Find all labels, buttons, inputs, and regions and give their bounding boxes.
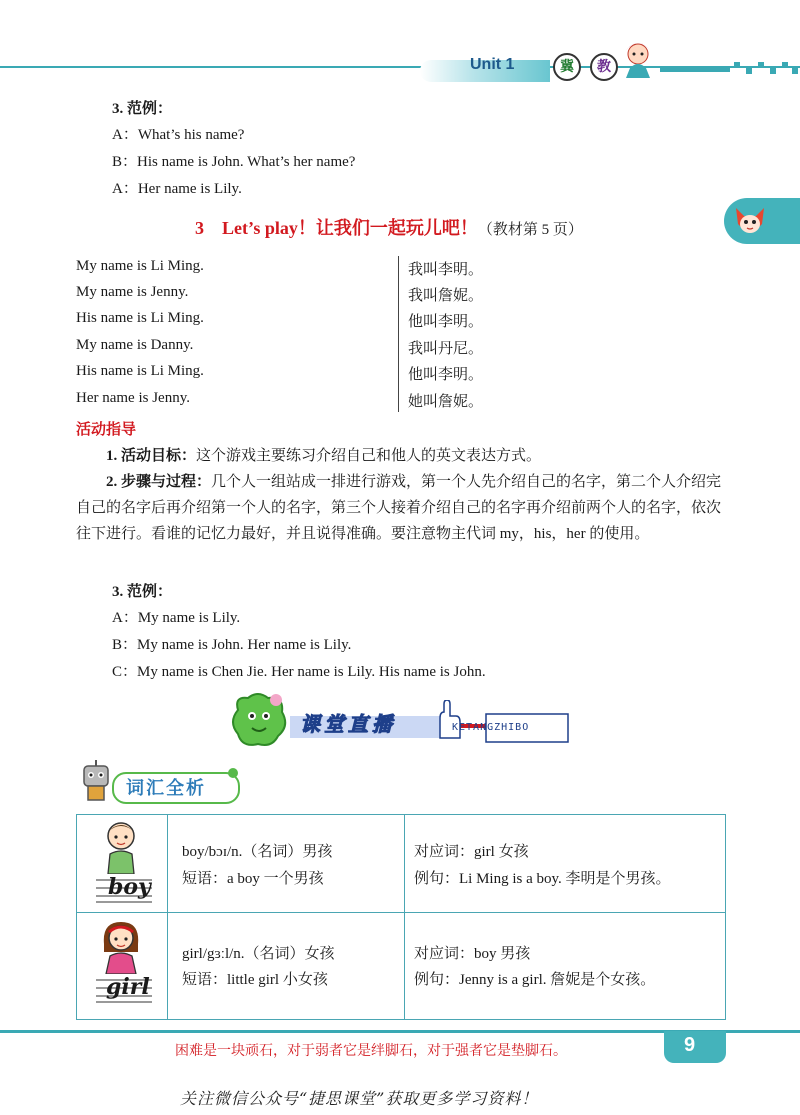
play-line-en: My name is Danny.: [76, 337, 194, 353]
footer-quote: 困难是一块顽石，对于弱者它是绊脚石，对于强者它是垫脚石。: [175, 1043, 567, 1059]
mascot-girl-icon: [616, 38, 660, 78]
top-example-line: A：What’s his name?: [112, 127, 245, 143]
play-line-en: His name is Li Ming.: [76, 310, 204, 326]
vocab-table-col-divider: [404, 814, 405, 1020]
guide-steps: [76, 469, 726, 547]
vocab-phrase: 短语：a boy 一个男孩: [182, 871, 324, 887]
banner-subtitle: KETANGZHIBO: [452, 722, 530, 733]
play-line-zh: 我叫詹妮。: [408, 288, 484, 304]
guide-goal-text: 这个游戏主要练习介绍自己和他人的英文表达方式。: [196, 448, 542, 464]
girl-word-label: girl: [106, 974, 150, 1000]
play-line-zh: 他叫李明。: [408, 314, 484, 330]
vocab-heading: 词汇全析: [126, 778, 206, 799]
top-example-line: A：Her name is Lily.: [112, 181, 242, 197]
page-number: 9: [684, 1034, 696, 1056]
pointing-hand-icon: [432, 700, 462, 740]
boy-illustration-icon: [98, 818, 144, 874]
play-line-zh: 她叫詹妮。: [408, 394, 484, 410]
section-title: [195, 214, 583, 240]
watermark-text: 关注微信公众号“捷思课堂”获取更多学习资料！: [180, 1089, 539, 1108]
top-example-heading: 3. 范例：: [112, 101, 173, 117]
publisher-badge-jiao: 教: [590, 53, 618, 81]
guide-steps-label: 2. 步骤与过程：: [106, 474, 212, 490]
unit-label: Unit 1: [470, 56, 515, 73]
boy-word-label: boy: [108, 874, 151, 900]
banner-title: 课堂直播: [300, 712, 396, 736]
guide-example-line: C：My name is Chen Jie. Her name is Lily. His name is John.: [112, 664, 486, 680]
play-line-en: My name is Jenny.: [76, 284, 189, 300]
fox-mascot-icon: [732, 202, 768, 238]
section-title-text: 3 Let’s play！让我们一起玩儿吧！: [195, 218, 478, 238]
guide-label: 活动指导: [76, 420, 137, 438]
vocab-heading-dot: [228, 768, 238, 778]
play-line-zh: 我叫丹尼。: [408, 341, 484, 357]
publisher-badge-ji: 冀: [553, 53, 581, 81]
play-line-en: His name is Li Ming.: [76, 363, 204, 379]
play-line-en: My name is Li Ming.: [76, 258, 204, 274]
top-example-line: B：His name is John. What’s her name?: [112, 154, 356, 170]
guide-goal: [76, 443, 726, 469]
vocab-table: [76, 814, 726, 1020]
play-line-zh: 我叫李明。: [408, 262, 484, 278]
vocab-entry: boy/bɔɪ/n.（名词）男孩: [182, 844, 333, 860]
vocab-opposite: 对应词：boy 男孩: [414, 946, 531, 962]
guide-example-line: B：My name is John. Her name is Lily.: [112, 637, 352, 653]
column-divider: [398, 256, 399, 412]
vocab-entry: girl/gɜːl/n.（名词）女孩: [182, 946, 335, 962]
vocab-table-col-divider: [167, 814, 168, 1020]
guide-goal-label: 1. 活动目标：: [106, 448, 197, 464]
girl-illustration-icon: [98, 918, 144, 974]
section-page-ref: （教材第 5 页）: [477, 222, 583, 238]
guide-example-heading: 3. 范例：: [112, 584, 173, 600]
header-checker-deco: [660, 62, 800, 76]
vocab-opposite: 对应词：girl 女孩: [414, 844, 529, 860]
green-blob-mascot-icon: [228, 690, 292, 750]
play-line-en: Her name is Jenny.: [76, 390, 190, 406]
vocab-example: 例句：Jenny is a girl. 詹妮是个女孩。: [414, 972, 656, 988]
vocab-table-row-divider: [76, 912, 726, 913]
guide-example-line: A：My name is Lily.: [112, 610, 241, 626]
vocab-example: 例句：Li Ming is a boy. 李明是个男孩。: [414, 871, 671, 887]
vocab-phrase: 短语：little girl 小女孩: [182, 972, 328, 988]
guide-steps-text: 几个人一组站成一排进行游戏，第一个人先介绍自己的名字，第二个人介绍完自己的名字后再介绍第一个人的名字，第三个人接着介绍自己的名字再介绍前两个人的名字，依次往下进行。看谁的记忆力最好，并且说得准确。要注意物主代词 my，his，her 的使用。: [76, 474, 722, 542]
play-line-zh: 他叫李明。: [408, 367, 484, 383]
robot-mascot-icon: [78, 760, 114, 804]
